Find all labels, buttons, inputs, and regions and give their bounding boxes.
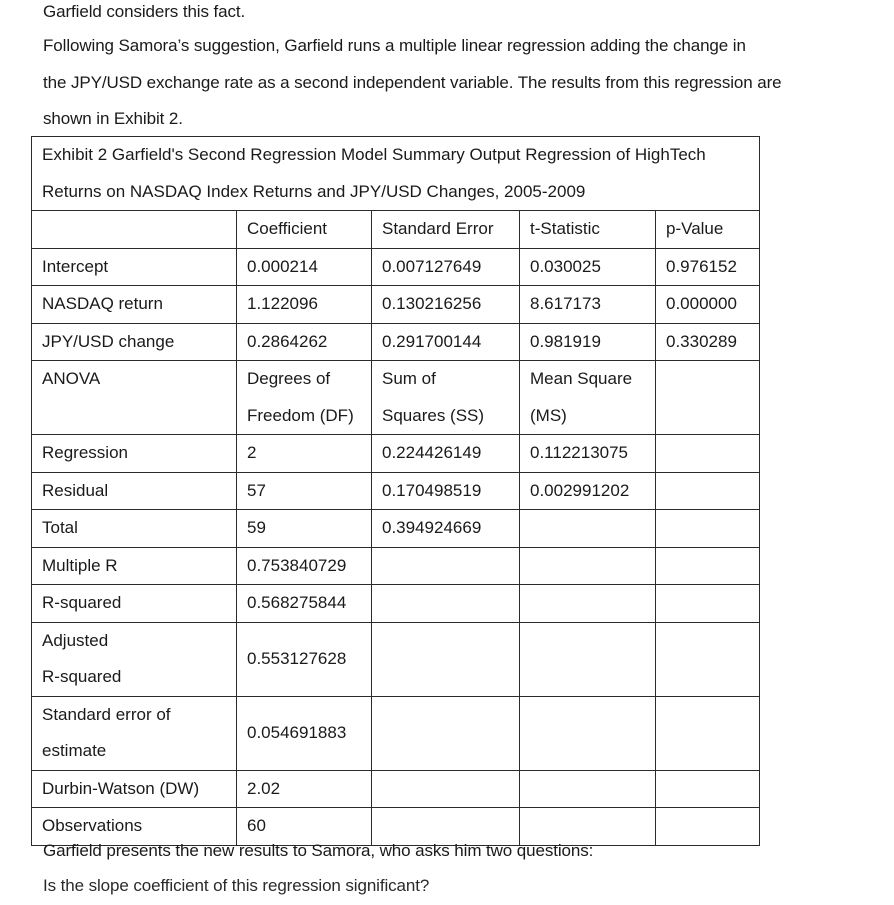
row-label: Regression <box>32 435 237 473</box>
p-value-cell: 0.000000 <box>656 286 760 324</box>
table-row <box>32 248 760 286</box>
df-cell: 59 <box>237 510 372 548</box>
empty-cell <box>372 622 520 696</box>
header-line: Squares (SS) <box>382 405 485 425</box>
header-line: (MS) <box>530 405 567 425</box>
stat-value-cell: 0.568275844 <box>237 585 372 623</box>
ms-cell: 0.002991202 <box>520 472 656 510</box>
intro-sentence: Garfield considers this fact. <box>43 2 246 21</box>
row-label: Durbin-Watson (DW) <box>32 770 237 808</box>
header-line: Mean Square <box>530 369 633 388</box>
exhibit-title-line: Exhibit 2 Garfield's Second Regression Model Summary Output Regression of HighTech <box>42 145 706 164</box>
df-cell: 57 <box>237 472 372 510</box>
anova-header-df <box>237 361 372 435</box>
empty-cell <box>656 472 760 510</box>
empty-cell <box>656 808 760 846</box>
empty-cell <box>656 696 760 770</box>
header-line: Freedom (DF) <box>247 405 354 425</box>
header-line: Sum of <box>382 369 436 388</box>
intro-paragraph-line: shown in Exhibit 2. <box>43 109 183 128</box>
table-row <box>32 435 760 473</box>
stat-value-cell: 0.553127628 <box>237 622 372 696</box>
t-stat-cell: 0.030025 <box>520 248 656 286</box>
row-label: JPY/USD change <box>32 323 237 361</box>
table-row <box>32 472 760 510</box>
exhibit-title-line: Returns on NASDAQ Index Returns and JPY/USD Changes, 2005-2009 <box>42 181 586 201</box>
empty-cell <box>656 770 760 808</box>
ss-cell: 0.224426149 <box>372 435 520 473</box>
coefficient-cell: 0.000214 <box>237 248 372 286</box>
row-label: Multiple R <box>32 547 237 585</box>
empty-cell <box>656 585 760 623</box>
row-label: Residual <box>32 472 237 510</box>
stat-value-cell: 2.02 <box>237 770 372 808</box>
empty-cell <box>372 585 520 623</box>
table-row <box>32 585 760 623</box>
column-header-coefficient: Coefficient <box>237 211 372 249</box>
empty-cell <box>656 622 760 696</box>
exhibit-title <box>32 137 760 211</box>
anova-header-label: ANOVA <box>32 361 237 435</box>
anova-header-empty <box>656 361 760 435</box>
anova-header-ms <box>520 361 656 435</box>
empty-cell <box>372 547 520 585</box>
empty-cell <box>520 547 656 585</box>
ss-cell: 0.170498519 <box>372 472 520 510</box>
anova-header-ss <box>372 361 520 435</box>
row-label <box>32 622 237 696</box>
header-line: Degrees of <box>247 369 331 388</box>
t-stat-cell: 8.617173 <box>520 286 656 324</box>
p-value-cell: 0.330289 <box>656 323 760 361</box>
coefficient-cell: 1.122096 <box>237 286 372 324</box>
column-header-p-value: p-Value <box>656 211 760 249</box>
row-label: Intercept <box>32 248 237 286</box>
empty-cell <box>656 547 760 585</box>
label-line: Adjusted <box>42 630 109 650</box>
empty-cell <box>372 770 520 808</box>
table-row <box>32 547 760 585</box>
intro-paragraph-line: the JPY/USD exchange rate as a second independent variable. The results from this regression are <box>43 72 782 92</box>
intro-paragraph <box>43 28 782 138</box>
exhibit-2-regression-table <box>31 136 760 846</box>
empty-cell <box>520 770 656 808</box>
label-line: Standard error of <box>42 704 171 724</box>
empty-cell <box>520 696 656 770</box>
label-line: estimate <box>42 741 107 760</box>
df-cell: 2 <box>237 435 372 473</box>
row-label: R-squared <box>32 585 237 623</box>
empty-cell <box>656 510 760 548</box>
column-header-std-error: Standard Error <box>372 211 520 249</box>
label-line: R-squared <box>42 667 122 686</box>
followup-sentence: Garfield presents the new results to Samora, who asks him two questions: <box>43 841 594 860</box>
std-error-cell: 0.130216256 <box>372 286 520 324</box>
row-label <box>32 696 237 770</box>
row-label: Total <box>32 510 237 548</box>
ss-cell: 0.394924669 <box>372 510 520 548</box>
table-row <box>32 770 760 808</box>
stat-value-cell: 0.054691883 <box>237 696 372 770</box>
intro-paragraph-line: Following Samora’s suggestion, Garfield runs a multiple linear regression adding the change in <box>43 36 746 55</box>
std-error-cell: 0.007127649 <box>372 248 520 286</box>
stat-value-cell: 60 <box>237 808 372 846</box>
t-stat-cell: 0.981919 <box>520 323 656 361</box>
empty-cell <box>520 585 656 623</box>
p-value-cell: 0.976152 <box>656 248 760 286</box>
ms-cell: 0.112213075 <box>520 435 656 473</box>
empty-cell <box>372 696 520 770</box>
std-error-cell: 0.291700144 <box>372 323 520 361</box>
row-label: Observations <box>32 808 237 846</box>
table-row <box>32 510 760 548</box>
row-label: NASDAQ return <box>32 286 237 324</box>
table-row <box>32 286 760 324</box>
column-header-blank <box>32 211 237 249</box>
coef-header-row <box>32 211 760 249</box>
table-row <box>32 696 760 770</box>
clipped-question-line: Is the slope coefficient of this regression significant? <box>43 876 430 895</box>
table-row <box>32 323 760 361</box>
coefficient-cell: 0.2864262 <box>237 323 372 361</box>
column-header-t-statistic: t-Statistic <box>520 211 656 249</box>
ms-cell <box>520 510 656 548</box>
stat-value-cell: 0.753840729 <box>237 547 372 585</box>
empty-cell <box>520 622 656 696</box>
anova-header-row <box>32 361 760 435</box>
table-row <box>32 622 760 696</box>
table-title-row <box>32 137 760 211</box>
empty-cell <box>656 435 760 473</box>
